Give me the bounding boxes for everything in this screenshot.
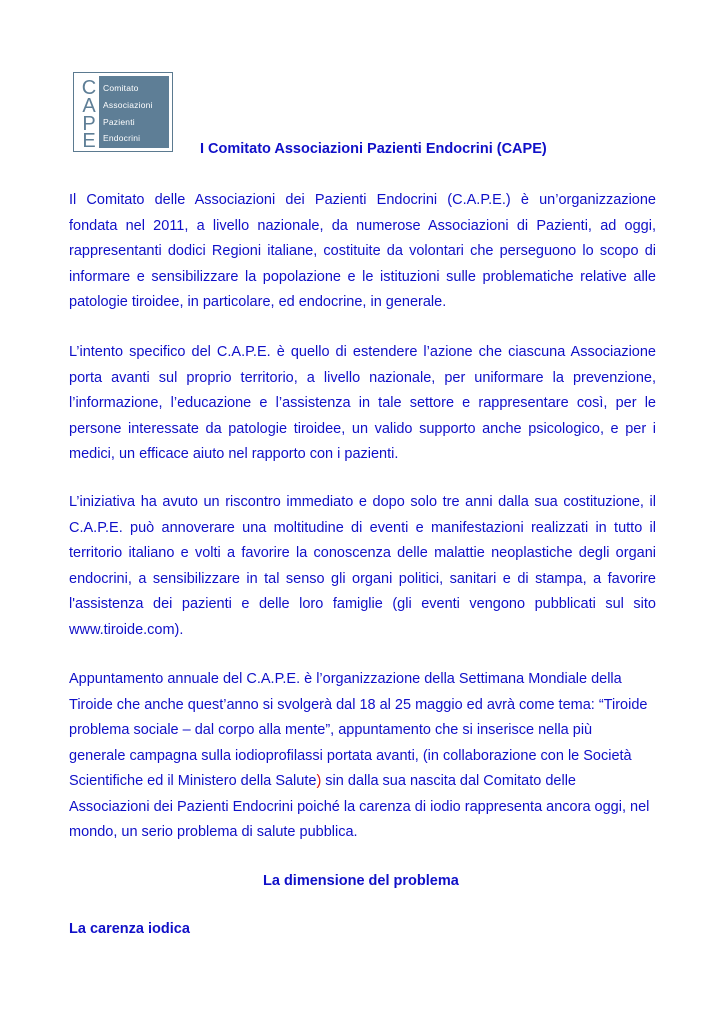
paragraph-line: territorio italiano e volti a favorire la conoscenza delle malattie neoplastiche degli organi xyxy=(69,545,656,561)
logo-word-associazioni: Associazioni xyxy=(103,100,153,110)
paragraph-line: porta avanti sul proprio territorio, a livello nazionale, per uniformare la prevenzione, xyxy=(69,369,656,386)
cape-logo xyxy=(73,72,173,152)
paragraph-line xyxy=(69,769,656,795)
paragraph-line: Associazioni dei Pazienti Endocrini poiché la carenza di iodio rappresenta ancora oggi, nel xyxy=(69,798,650,815)
logo-letter-e: E xyxy=(82,130,96,152)
paragraph-line: l'assistenza dei pazienti e delle loro famiglie (gli eventi vengono pubblicati sul sito xyxy=(69,596,656,612)
paragraph-line: patologie tiroidee, in particolare, ed endocrine, in generale. xyxy=(69,294,447,310)
paragraph-line: informare e sensibilizzare la popolazione e le istituzioni sulle problematiche relative alle xyxy=(69,268,656,285)
logo-letter-a: A xyxy=(82,95,96,117)
paragraph-line: mondo, un serio problema di salute pubblica. xyxy=(69,824,358,840)
document-title: I Comitato Associazioni Pazienti Endocrini (CAPE) xyxy=(200,141,547,157)
logo-panel xyxy=(77,76,169,152)
logo-letters-column xyxy=(77,76,99,152)
paragraph-line: problema sociale – dal corpo alla mente”, appuntamento che si inserisce nella più xyxy=(69,722,593,738)
paragraph-annual-event xyxy=(69,667,656,846)
paragraph-line: L’intento specifico del C.A.P.E. è quello di estendere l’azione che ciascuna Associazione xyxy=(69,344,656,360)
logo-letter-p: P xyxy=(82,113,96,135)
paragraph-line: rappresentanti dodici Regioni italiane, costituite da volontari che perseguono lo scopo di xyxy=(69,243,656,259)
section-heading: La dimensione del problema xyxy=(263,873,459,889)
paragraph-line: www.tiroide.com). xyxy=(69,621,184,638)
paragraph-line: Appuntamento annuale del C.A.P.E. è l’organizzazione della Settimana Mondiale della xyxy=(69,671,622,687)
paragraph-initiative xyxy=(69,490,656,643)
paragraph-line: C.A.P.E. può annoverare una moltitudine di eventi e manifestazioni realizzati in tutto il xyxy=(69,519,656,536)
line-text: sin dalla sua nascita dal Comitato delle xyxy=(321,773,576,789)
line-text: Scientifiche ed il Ministero della Salute xyxy=(69,773,317,789)
paragraph-line: l’informazione, l’educazione e l’assistenza in tale settore e rappresentare così, per le xyxy=(69,395,656,411)
paragraph-line: medici, un efficace aiuto nel rapporto con i pazienti. xyxy=(69,446,399,462)
red-parenthesis: ) xyxy=(316,773,322,789)
logo-word-pazienti: Pazienti xyxy=(103,117,135,127)
logo-word-comitato: Comitato xyxy=(103,83,139,93)
paragraph-line: Il Comitato delle Associazioni dei Pazienti Endocrini (C.A.P.E.) è un’organizzazione xyxy=(69,192,656,208)
logo-word-endocrini: Endocrini xyxy=(103,133,141,143)
paragraph-line: Tiroide che anche quest’anno si svolgerà dal 18 al 25 maggio ed avrà come tema: “Tiroide xyxy=(69,696,648,713)
paragraph-line: persone interessate da patologie tiroidee, un valido supporto anche psicologico, e per i xyxy=(69,420,656,437)
paragraph-intro xyxy=(69,188,656,316)
paragraph-intent xyxy=(69,340,656,468)
logo-letter-c: C xyxy=(81,77,97,99)
paragraph-line: generale campagna sulla iodioprofilassi portata avanti, (in collaborazione con le Società xyxy=(69,747,632,764)
paragraph-line: L’iniziativa ha avuto un riscontro immediato e dopo solo tre anni dalla sua costituzione, il xyxy=(69,494,656,510)
subsection-heading: La carenza iodica xyxy=(69,921,190,937)
paragraph-line: endocrini, a sensibilizzare in tal senso gli organi politici, sanitari e di stampa, a favorire xyxy=(69,570,656,587)
paragraph-line: fondata nel 2011, a livello nazionale, da numerose Associazioni di Pazienti, ad oggi, xyxy=(69,217,656,234)
